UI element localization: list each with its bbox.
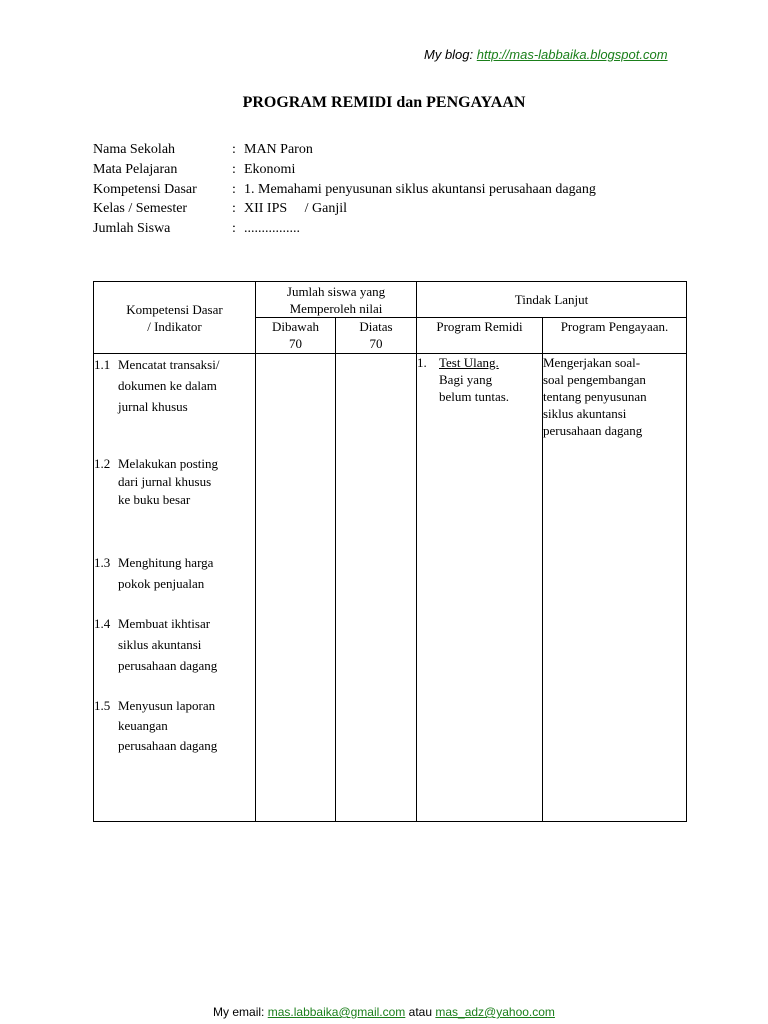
indikator-line: Menghitung harga	[118, 555, 214, 570]
info-value: XII IPS / Ganjil	[244, 201, 348, 217]
info-value: ................	[244, 221, 300, 237]
info-label: Kompetensi Dasar	[93, 181, 197, 197]
header-jumlah-line2: Memperoleh nilai	[289, 300, 383, 316]
remidi-cell	[417, 354, 543, 822]
indikator-line: perusahaan dagang	[118, 738, 218, 753]
remidi-line: Bagi yang	[439, 372, 493, 387]
header-kompetensi-line2: / Indikator	[147, 318, 202, 334]
remidi-item	[417, 354, 542, 405]
table-header-row	[94, 282, 687, 318]
header-program-remidi: Program Remidi	[417, 318, 543, 354]
header-dibawah-line1: Dibawah	[272, 319, 319, 334]
indikator-item	[94, 696, 255, 756]
info-colon: :	[232, 221, 236, 237]
blog-link[interactable]: http://mas-labbaika.blogspot.com	[476, 47, 668, 62]
header-program-pengayaan: Program Pengayaan.	[543, 318, 687, 354]
email-link-yahoo[interactable]: mas_adz@yahoo.com	[435, 1005, 555, 1019]
indikator-line: Melakukan posting	[118, 456, 219, 471]
indikator-item	[94, 354, 255, 417]
pengayaan-line: soal pengembangan	[543, 372, 646, 387]
remidi-number: 1.	[417, 355, 427, 370]
indikator-line: Menyusun laporan	[118, 698, 216, 713]
indikator-line: siklus akuntansi	[118, 637, 202, 652]
indikator-line: ke buku besar	[118, 492, 191, 507]
indikator-line: keuangan	[118, 718, 168, 733]
indikator-line: jurnal khusus	[118, 399, 188, 414]
pengayaan-line: tentang penyusunan	[543, 389, 647, 404]
indikator-line: pokok penjualan	[118, 576, 205, 591]
indikator-line: perusahaan dagang	[118, 658, 218, 673]
info-colon: :	[232, 161, 236, 177]
remidi-table	[93, 281, 687, 822]
diatas-cell	[336, 354, 417, 822]
indikator-number: 1.2	[94, 456, 111, 471]
header-kompetensi-line1: Kompetensi Dasar	[126, 301, 223, 317]
dibawah-cell	[256, 354, 336, 822]
info-value: 1. Memahami penyusunan siklus akuntansi perusahaan dagang	[244, 181, 596, 197]
indikator-number: 1.5	[94, 698, 111, 713]
email-footer	[0, 1005, 768, 1019]
header-diatas-line2: 70	[369, 336, 383, 351]
header-diatas	[336, 318, 417, 354]
indikator-line: dari jurnal khusus	[118, 474, 212, 489]
indikator-cell	[94, 354, 256, 822]
table-body-row	[94, 354, 687, 822]
blog-label: My blog:	[424, 47, 474, 62]
info-colon: :	[232, 181, 236, 197]
indikator-number: 1.3	[94, 555, 111, 570]
indikator-line: Membuat ikhtisar	[118, 616, 211, 631]
header-jumlah-line1: Jumlah siswa yang	[286, 283, 386, 299]
email-label: My email:	[213, 1005, 265, 1019]
info-label: Kelas / Semester	[93, 201, 188, 217]
indikator-line: Mencatat transaksi/	[118, 357, 220, 372]
indikator-line: dokumen ke dalam	[118, 378, 217, 393]
header-diatas-line1: Diatas	[359, 319, 393, 334]
indikator-item	[94, 613, 255, 676]
header-jumlah-siswa	[256, 282, 417, 318]
email-link-gmail[interactable]: mas.labbaika@gmail.com	[267, 1005, 406, 1019]
info-value: Ekonomi	[244, 161, 296, 177]
indikator-number: 1.1	[94, 357, 111, 372]
email-separator: atau	[408, 1005, 433, 1019]
remidi-title: Test Ulang.	[439, 355, 499, 370]
blog-header	[424, 47, 668, 62]
header-tindak-lanjut: Tindak Lanjut	[417, 282, 687, 318]
indikator-number: 1.4	[94, 616, 111, 631]
pengayaan-line: siklus akuntansi	[543, 406, 627, 421]
info-label: Mata Pelajaran	[93, 161, 178, 177]
remidi-line: belum tuntas.	[439, 389, 510, 404]
pengayaan-line: Mengerjakan soal-	[543, 355, 641, 370]
pengayaan-line: perusahaan dagang	[543, 423, 643, 438]
pengayaan-cell	[543, 354, 687, 822]
header-dibawah	[256, 318, 336, 354]
indikator-item	[94, 455, 255, 509]
header-kompetensi	[94, 282, 256, 354]
document-title: PROGRAM REMIDI dan PENGAYAAN	[242, 94, 526, 111]
header-dibawah-line2: 70	[289, 336, 302, 351]
info-label: Jumlah Siswa	[93, 221, 171, 237]
info-colon: :	[232, 201, 236, 217]
info-label: Nama Sekolah	[93, 142, 176, 157]
info-colon: :	[232, 142, 236, 157]
info-value: MAN Paron	[244, 142, 313, 157]
indikator-item	[94, 552, 255, 594]
